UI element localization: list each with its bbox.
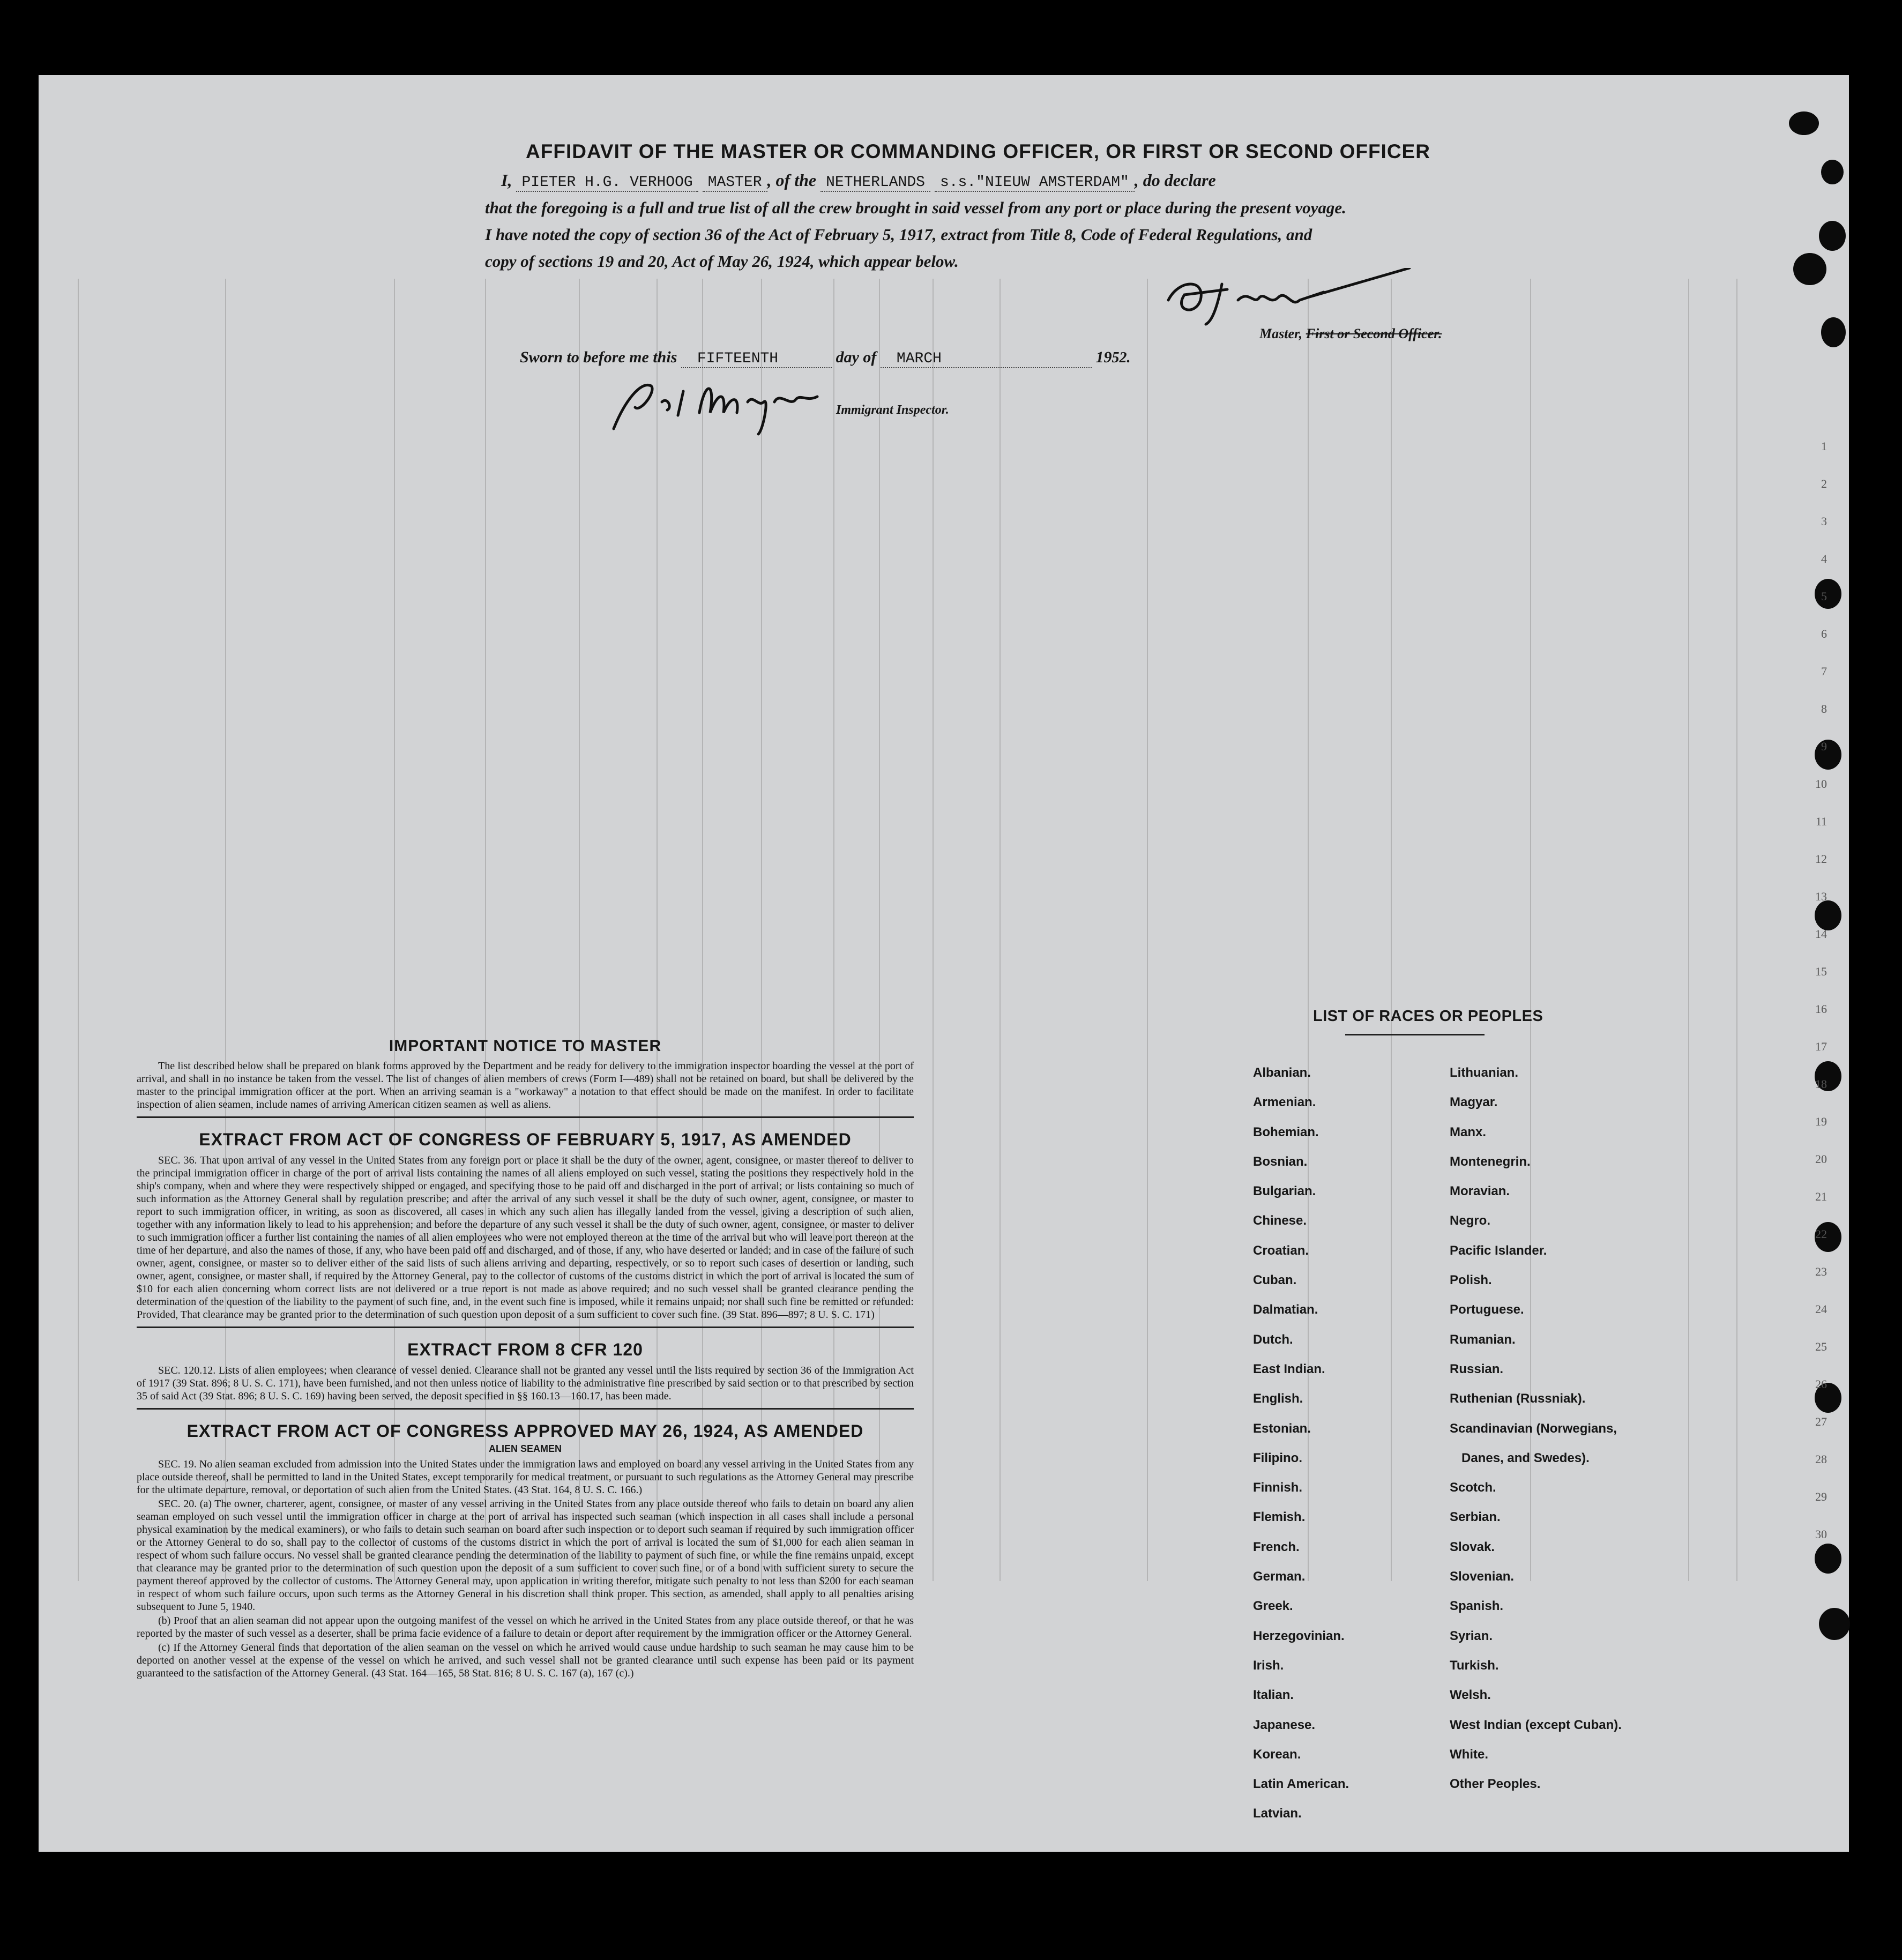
race-item: Bulgarian.: [1253, 1184, 1316, 1199]
affidavit-line-4: copy of sections 19 and 20, Act of May 26, 1924, which appear below.: [485, 252, 959, 271]
race-item: Bosnian.: [1253, 1154, 1308, 1169]
row-number: 11: [1815, 815, 1827, 828]
row-number: 8: [1821, 702, 1827, 716]
affidavit-line-2: that the foregoing is a full and true list of all the crew brought in said vessel from any port or place during the present voyage.: [485, 198, 1346, 217]
row-number: 19: [1815, 1115, 1827, 1128]
races-list: [1249, 1008, 1677, 1821]
row-number: 27: [1815, 1415, 1827, 1428]
punch-hole: [1819, 1608, 1850, 1640]
race-item: West Indian (except Cuban).: [1450, 1717, 1622, 1732]
row-number: 2: [1821, 477, 1827, 490]
race-item: Japanese.: [1253, 1717, 1316, 1732]
row-number: 29: [1815, 1490, 1827, 1503]
race-item: Latin American.: [1253, 1777, 1349, 1792]
race-item: Moravian.: [1450, 1184, 1510, 1199]
day-of-label: day of: [836, 348, 877, 366]
affidavit-of: , of the: [767, 170, 817, 190]
row-number: 7: [1821, 665, 1827, 678]
race-item: White.: [1450, 1747, 1488, 1762]
race-item: Manx.: [1450, 1124, 1487, 1139]
race-item: Dalmatian.: [1253, 1302, 1318, 1317]
master-name: PIETER H.G. VERHOOG: [516, 174, 698, 192]
row-number: 26: [1815, 1377, 1827, 1391]
races-left-column: [1253, 1065, 1349, 1836]
race-item: Russian.: [1450, 1361, 1504, 1376]
sworn-day: FIFTEENTH: [681, 351, 832, 368]
row-number: 22: [1815, 1227, 1827, 1241]
divider: [137, 1326, 914, 1328]
race-item: Herzegovinian.: [1253, 1628, 1345, 1643]
race-item: Welsh.: [1450, 1688, 1491, 1703]
row-number: 25: [1815, 1340, 1827, 1353]
sworn-year: 52.: [1112, 349, 1131, 366]
row-number: 1: [1821, 439, 1827, 453]
row-number: 12: [1815, 852, 1827, 866]
column-rule: [1688, 279, 1689, 1581]
race-item: East Indian.: [1253, 1361, 1325, 1376]
extract3-sec20a: SEC. 20. (a) The owner, charterer, agent, consignee, or master of any vessel arriving in the United States from any place outside thereof who fails to detain on board any alien seaman employed on such vessel until the immigration officer in charge at the port of arrival has inspected such seaman (which inspection in all cases shall include a personal physical examination by the medical examiners), or who fails to detain such seaman on board after such inspection or to deport such seaman if required by such immigration officer or the Attorney General to do so, shall pay to the collector of customs of the customs district in which the port of arrival is located the sum of $1,000 for each alien seaman in respect of whom such failure occurs. No vessel shall be granted clearance pending the determination of the liability to payment of such fine, or while the fine remains unpaid, except that clearance may be granted prior to the determination of such question upon the deposit of a sum sufficient to cover such fine, or of a bond with sufficient surety to secure the payment thereof approved by the collector of customs. The Attorney General may, upon application in writing therefor, mitigate such penalty to not less than $200 for each seaman in respect of whom such failure occurs, upon such terms as the Attorney General in his discretion shall think proper. This section, as amended, shall apply to all penalties arising subsequent to June 5, 1940.: [137, 1498, 914, 1613]
master-rank: MASTER: [703, 174, 767, 192]
race-item: Scandinavian (Norwegians,: [1450, 1421, 1617, 1436]
race-item: Albanian.: [1253, 1065, 1311, 1080]
row-number: 9: [1821, 740, 1827, 753]
race-item: Italian.: [1253, 1688, 1294, 1703]
row-number: 6: [1821, 627, 1827, 640]
race-item: Turkish.: [1450, 1658, 1499, 1673]
punch-hole: [1789, 111, 1819, 135]
row-number: 28: [1815, 1452, 1827, 1466]
race-item: Korean.: [1253, 1747, 1301, 1762]
punch-hole: [1815, 740, 1841, 770]
extract1-body: SEC. 36. That upon arrival of any vessel in the United States from any foreign port or place it shall be the duty of the owner, agent, consignee, or master thereof to deliver to the principal immigration officer in charge of the port of arrival lists containing the names of all aliens employed on such vessel, stating the positions they respectively hold in the ship's company, when and where they were respectively shipped or engaged, and specifying those to be paid off and discharged in the port of arrival; or lists containing so much of such information as the Attorney General shall by regulation prescribe; and after the arrival of any such vessel it shall be the duty of such owner, agent, consignee, or master to report to such immigration officer, in writing, as soon as discovered, all cases in which any such alien has illegally landed from the vessel, giving a description of such alien, together with any information likely to lead to his apprehension; and before the departure of any such vessel it shall be the duty of such owner, agent, consignee, or master to deliver to such immigration officer a further list containing the names of all alien employees who were not employed thereon at the time of the arrival but who will leave port thereon at the time of her departure, and also the names of those, if any, who have been paid off and discharged, and of those, if any, who have deserted or landed; and in case of the failure of such owner, agent, consignee, or master so to deliver either of the said lists of such aliens arriving and departing, respectively, or so to report such cases of desertion or landing, such owner, agent, consignee, or master shall, if required by the Attorney General, pay to the collector of customs of the customs district in which the port of arrival is located the sum of $10 for each alien concerning whom correct lists are not delivered or a true report is not made as above required; and no such vessel shall be granted clearance pending the determination of the question of the liability to the payment of such fine, and, in the event such fine is imposed, while it remains unpaid; nor shall such fine be remitted or refunded: Provided, That clearance may be granted prior to the determination of such question upon deposit of a sum sufficient to cover such fine. (39 Stat. 896—897; 8 U. S. C. 171): [137, 1154, 914, 1321]
column-rule: [78, 279, 79, 1581]
row-number: 5: [1821, 590, 1827, 603]
race-item: Croatian.: [1253, 1243, 1309, 1258]
row-number: 17: [1815, 1040, 1827, 1053]
inspector-signature: [603, 370, 828, 439]
row-number: 18: [1815, 1077, 1827, 1091]
column-rule: [1391, 279, 1392, 1581]
extract2-body: SEC. 120.12. Lists of alien employees; when clearance of vessel denied. Clearance shall not be granted any vessel until the lists required by section 36 of the Immigration Act of 1917 (39 Stat. 896; 8 U. S. C. 171), have been furnished, and not then unless notice of liability to the administrative fine prescribed by said section or to that prescribed by section 35 of said Act (39 Stat. 896; 8 U. S. C. 169) having been served, the deposit specified in §§ 160.13—160.17, has been made.: [137, 1365, 914, 1402]
divider: [137, 1408, 914, 1410]
race-item: Armenian.: [1253, 1095, 1316, 1110]
row-number: 3: [1821, 515, 1827, 528]
race-item: Magyar.: [1450, 1095, 1498, 1110]
affidavit-line-3: I have noted the copy of section 36 of the Act of February 5, 1917, extract from Title 8, Code of Federal Regulations, and: [485, 225, 1312, 244]
row-number: 20: [1815, 1152, 1827, 1166]
affidavit-block: [485, 140, 1471, 271]
race-item: Montenegrin.: [1450, 1154, 1531, 1169]
extract2-heading: EXTRACT FROM 8 CFR 120: [407, 1340, 643, 1359]
race-item: Syrian.: [1450, 1628, 1493, 1643]
race-item: Spanish.: [1450, 1599, 1504, 1614]
race-item: Latvian.: [1253, 1806, 1302, 1821]
vessel-name: s.s."NIEUW AMSTERDAM": [935, 174, 1135, 192]
extract3-heading: EXTRACT FROM ACT OF CONGRESS APPROVED MAY 26, 1924, AS AMENDED: [187, 1421, 864, 1441]
inspector-caption: Immigrant Inspector.: [836, 403, 949, 417]
divider: [137, 1116, 914, 1118]
row-number: 4: [1821, 552, 1827, 565]
race-item: Cuban.: [1253, 1273, 1297, 1288]
race-item: Filipino.: [1253, 1450, 1302, 1465]
race-item: Finnish.: [1253, 1480, 1302, 1495]
race-item: Pacific Islander.: [1450, 1243, 1547, 1258]
race-item: Portuguese.: [1450, 1302, 1524, 1317]
punch-hole: [1819, 221, 1846, 251]
row-number: 14: [1815, 927, 1827, 941]
race-item: Slovak.: [1450, 1539, 1495, 1554]
extract3-subheading: ALIEN SEAMEN: [488, 1443, 562, 1454]
master-label: Master,: [1259, 326, 1303, 341]
race-item: Polish.: [1450, 1273, 1492, 1288]
race-item: Greek.: [1253, 1599, 1293, 1614]
race-item: Rumanian.: [1450, 1332, 1516, 1347]
affidavit-pronoun: I,: [501, 170, 512, 190]
punch-hole: [1821, 160, 1844, 184]
race-item: Chinese.: [1253, 1213, 1307, 1228]
important-notice: [137, 1037, 914, 1681]
race-item: Other Peoples.: [1450, 1777, 1541, 1792]
race-item: Danes, and Swedes).: [1461, 1450, 1590, 1465]
row-number: 24: [1815, 1302, 1827, 1316]
officer-label-struck: First or Second Officer.: [1306, 326, 1442, 341]
affidavit-declare: , do declare: [1134, 170, 1216, 190]
row-number: 15: [1815, 965, 1827, 978]
column-rule: [933, 279, 934, 1581]
race-item: Scotch.: [1450, 1480, 1496, 1495]
sworn-line: [520, 348, 1130, 367]
extract3-sec20c: (c) If the Attorney General finds that deportation of the alien seaman on the vessel on which he arrived would cause undue hardship to such seaman he may cause him to be deported on another vessel at the expense of the vessel on which he arrived, and such vessel shall not be granted clearance until such expense has been paid or its payment guaranteed to the satisfaction of the Attorney General. (43 Stat. 164—165, 58 Stat. 816; 8 U. S. C. 167 (a), 167 (c).): [137, 1642, 914, 1679]
race-item: Flemish.: [1253, 1510, 1306, 1525]
punch-hole: [1793, 253, 1826, 285]
race-item: English.: [1253, 1391, 1303, 1406]
race-item: French.: [1253, 1539, 1300, 1554]
race-item: Negro.: [1450, 1213, 1491, 1228]
races-heading: LIST OF RACES OR PEOPLES: [1313, 1008, 1543, 1025]
column-rule: [1000, 279, 1001, 1581]
notice-heading: IMPORTANT NOTICE TO MASTER: [389, 1037, 662, 1055]
race-item: Irish.: [1253, 1658, 1284, 1673]
race-item: Dutch.: [1253, 1332, 1293, 1347]
punch-hole: [1815, 1544, 1841, 1574]
row-number: 13: [1815, 890, 1827, 903]
column-rule: [1736, 279, 1737, 1581]
notice-paragraph: The list described below shall be prepared on blank forms approved by the Department and be ready for delivery to the immigration inspector boarding the vessel at the port of arrival, and shall in no instance be taken from the vessel. The list of changes of alien members of crews (Form I—489) shall not be retained on board, but shall be delivered by the master to the principal immigration officer at the port. When an arriving seaman is a "workaway" a notation to that effect should be made on the manifest. In order to facilitate inspection of alien seamen, include names of arriving American citizen seamen as well as aliens.: [137, 1060, 914, 1111]
master-signature: [1163, 268, 1420, 327]
row-number: 21: [1815, 1190, 1827, 1203]
extract3-sec19: SEC. 19. No alien seaman excluded from admission into the United States under the immigration laws and employed on board any vessel arriving in the United States from any place outside thereof, shall be permitted to land in the United States, except temporarily for medical treatment, or pursuant to such regulations as the Attorney General may prescribe for the ultimate departure, removal, or deportation of such alien from the United States. (43 Stat. 164, 8 U. S. C. 166.): [137, 1458, 914, 1496]
race-item: German.: [1253, 1569, 1306, 1584]
punch-hole: [1821, 317, 1846, 347]
race-item: Lithuanian.: [1450, 1065, 1518, 1080]
affidavit-line-1: [501, 170, 1471, 191]
races-heading-rule: [1345, 1034, 1485, 1035]
race-item: Estonian.: [1253, 1421, 1311, 1436]
row-number: 10: [1815, 777, 1827, 791]
row-number: 23: [1815, 1265, 1827, 1278]
race-item: Serbian.: [1450, 1510, 1501, 1525]
races-right-column: [1450, 1065, 1622, 1806]
vessel-nationality: NETHERLANDS: [821, 174, 930, 192]
punch-hole: [1815, 579, 1841, 609]
sworn-month: MARCH: [881, 351, 1092, 368]
master-signature-caption: [1259, 326, 1442, 342]
extract3-sec20b: (b) Proof that an alien seaman did not appear upon the outgoing manifest of the vessel on which he arrived in the United States from any place outside thereof, or that he was reported by the master of such vessel as a deserter, shall be prima facie evidence of a failure to detain or deport after requirement by the immigration officer or the Attorney General.: [137, 1615, 914, 1639]
extract1-heading: EXTRACT FROM ACT OF CONGRESS OF FEBRUARY 5, 1917, AS AMENDED: [199, 1130, 852, 1149]
race-item: Bohemian.: [1253, 1124, 1319, 1139]
affidavit-title: AFFIDAVIT OF THE MASTER OR COMMANDING OFFICER, OR FIRST OR SECOND OFFICER: [526, 140, 1430, 162]
column-rule: [1147, 279, 1148, 1581]
race-item: Ruthenian (Russniak).: [1450, 1391, 1586, 1406]
row-number: 16: [1815, 1002, 1827, 1016]
row-number: 30: [1815, 1527, 1827, 1541]
year-prefix: 19: [1095, 348, 1112, 366]
sworn-label: Sworn to before me this: [520, 348, 677, 366]
punch-hole: [1815, 900, 1841, 930]
race-item: Slovenian.: [1450, 1569, 1515, 1584]
